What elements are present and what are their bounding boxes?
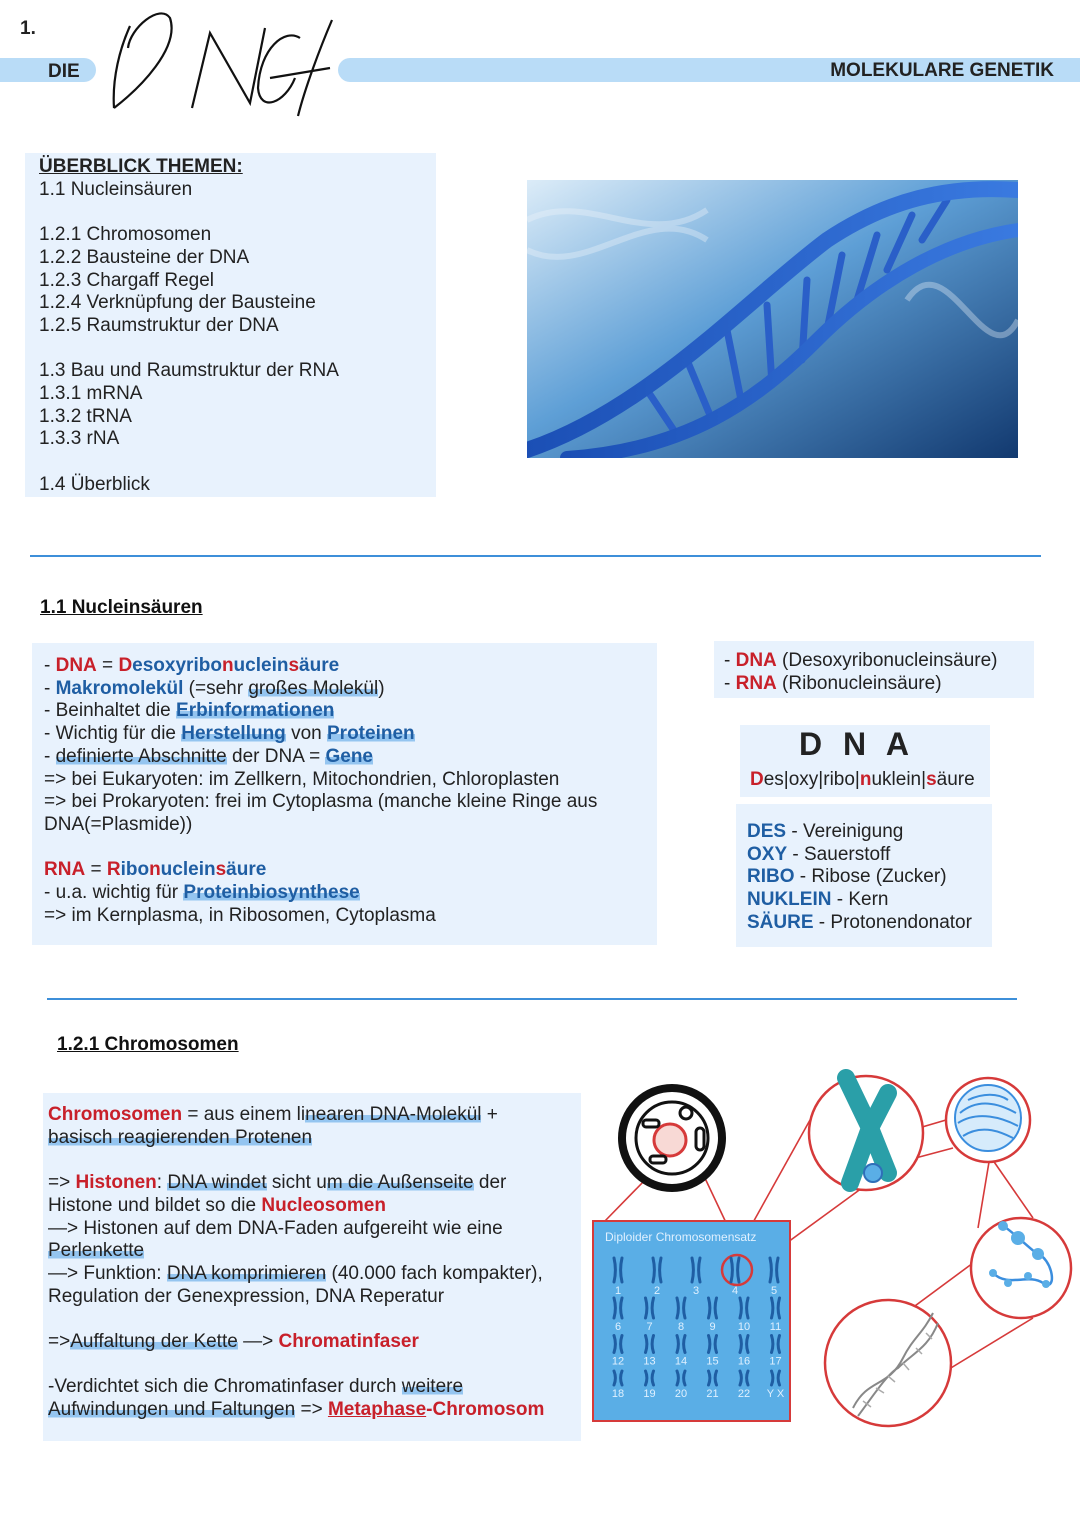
karyotype-chromosome — [684, 1371, 685, 1385]
karyotype-chromosome — [709, 1371, 710, 1385]
dna-rna-line: - DNA (Desoxyribonucleinsäure) — [724, 650, 998, 671]
karyotype-label: 13 — [643, 1355, 656, 1368]
karyotype-chromosome — [677, 1336, 678, 1353]
karyotype-chromosome — [778, 1336, 779, 1353]
term-item: OXY - Sauerstoff — [747, 843, 891, 865]
karyotype-chromosome — [770, 1258, 771, 1282]
dna-rna-content — [724, 650, 998, 695]
handwritten-title — [100, 8, 350, 118]
karyotype-chromosome — [621, 1336, 622, 1353]
chromo-line: =>Auffaltung der Kette —> Chromatinfaser — [48, 1331, 419, 1353]
karyotype-label: 4 — [731, 1285, 739, 1297]
overview-item: 1.2.4 Verknüpfung der Bausteine — [39, 292, 316, 314]
karyotype-chromosome — [646, 1371, 647, 1385]
nucleic-line: => bei Eukaryoten: im Zellkern, Mitochondrien, Chloroplasten — [44, 768, 560, 790]
nucleic-line — [44, 837, 597, 860]
nucleic-line: => bei Prokaryoten: frei im Cytoplasma (manche kleine Ringe aus — [44, 791, 598, 813]
karyotype-chromosome — [740, 1371, 741, 1385]
chromo-line — [48, 1149, 544, 1172]
karyotype-panel — [593, 1221, 790, 1421]
karyotype-label: 3 — [692, 1285, 700, 1297]
karyotype-chromosome — [772, 1371, 773, 1385]
karyotype-chromosome — [621, 1371, 622, 1385]
karyotype-chromosome — [614, 1371, 615, 1385]
karyotype-chromosome — [709, 1298, 710, 1318]
cell-icon — [622, 1088, 722, 1188]
karyotype-chromosome — [660, 1258, 661, 1282]
karyotype-chromosome — [652, 1298, 653, 1318]
karyotype-chromosome — [731, 1258, 732, 1282]
karyotype-label: 20 — [674, 1388, 688, 1400]
overview-content — [39, 156, 339, 497]
dna-helix-icon — [825, 1300, 951, 1426]
karyotype-label: Y X — [766, 1388, 785, 1400]
karyotype-chromosome — [677, 1371, 678, 1385]
karyotype-chromosome — [677, 1298, 678, 1318]
karyotype-chromosome — [699, 1258, 700, 1282]
karyotype-label: 18 — [611, 1388, 625, 1400]
term-item: RIBO - Ribose (Zucker) — [747, 866, 947, 888]
section-divider — [47, 998, 1017, 1000]
dna-big-letters: D N A — [799, 726, 915, 762]
karyotype-chromosome — [614, 1336, 615, 1353]
karyotype-chromosome — [772, 1336, 773, 1353]
overview-item: 1.2.5 Raumstruktur der DNA — [39, 314, 279, 336]
chromo-line — [48, 1308, 544, 1331]
karyotype-chromosome — [653, 1258, 654, 1282]
nucleic-line: - Makromolekül (=sehr großes Molekül) — [44, 677, 385, 699]
karyotype-chromosome — [772, 1298, 773, 1318]
dna-word-split: Des|oxy|ribo|nuklein|säure — [750, 769, 975, 790]
karyotype-chromosome — [684, 1298, 685, 1318]
karyotype-label: 22 — [737, 1388, 751, 1400]
karyotype-title: Diploider Chromosomensatz — [605, 1230, 757, 1244]
karyotype-label: 15 — [706, 1355, 719, 1368]
chromosomes-content — [48, 1104, 544, 1422]
karyotype-label: 5 — [770, 1285, 778, 1297]
karyotype-chromosome — [778, 1298, 779, 1318]
overview-item: 1.1 Nucleinsäuren — [39, 178, 193, 200]
karyotype-chromosome — [715, 1371, 716, 1385]
karyotype-label: 12 — [611, 1355, 625, 1368]
karyotype-chromosome — [747, 1298, 748, 1318]
karyotype-chromosome — [652, 1336, 653, 1353]
karyotype-chromosome — [740, 1298, 741, 1318]
karyotype-label: 1 — [614, 1285, 622, 1297]
chromo-line: Regulation der Genexpression, DNA Reperatur — [48, 1285, 445, 1307]
overview-title: ÜBERBLICK THEMEN: — [39, 156, 243, 177]
karyotype-label: 17 — [769, 1355, 782, 1368]
nucleic-main-content — [44, 655, 597, 927]
overview-item — [39, 451, 339, 474]
overview-item: 1.3.2 tRNA — [39, 405, 132, 427]
section-heading-chromosomes: 1.2.1 Chromosomen — [57, 1034, 239, 1055]
chromo-line: Histone und bildet so die Nucleosomen — [48, 1194, 386, 1216]
overview-item: 1.3 Bau und Raumstruktur der RNA — [39, 360, 339, 382]
karyotype-chromosome — [715, 1298, 716, 1318]
overview-item: 1.2.1 Chromosomen — [39, 224, 212, 246]
karyotype-chromosome — [715, 1336, 716, 1353]
chromo-line — [48, 1354, 544, 1377]
header-die: DIE — [48, 61, 80, 82]
karyotype-chromosome — [621, 1298, 622, 1318]
chromatin-fiber-icon — [946, 1078, 1030, 1162]
karyotype-chromosome — [692, 1258, 693, 1282]
overview-item: 1.3.3 rNA — [39, 428, 120, 450]
overview-item: 1.2.3 Chargaff Regel — [39, 269, 214, 291]
overview-item: 1.4 Überblick — [39, 473, 150, 495]
karyotype-chromosome — [652, 1371, 653, 1385]
nucleic-line: => im Kernplasma, in Ribosomen, Cytoplasma — [44, 904, 436, 926]
nucleic-line: - Beinhaltet die Erbinformationen — [44, 700, 335, 722]
term-list — [747, 821, 972, 935]
karyotype-chromosome — [621, 1258, 622, 1282]
karyotype-chromosome — [614, 1258, 615, 1282]
chromo-line: Aufwindungen und Faltungen => Metaphase-Chromosom — [48, 1399, 545, 1421]
karyotype-chromosome — [646, 1336, 647, 1353]
karyotype-label: 9 — [709, 1321, 716, 1333]
section-heading-nucleic: 1.1 Nucleinsäuren — [40, 597, 203, 618]
chromosome-illustration — [588, 1058, 1078, 1438]
karyotype-chromosome — [614, 1298, 615, 1318]
karyotype-label: 6 — [614, 1321, 622, 1333]
karyotype-chromosome — [778, 1371, 779, 1385]
section-divider — [30, 555, 1041, 557]
header-subject: MOLEKULARE GENETIK — [830, 60, 1054, 81]
nucleic-line: RNA = Ribonucleinsäure — [44, 859, 267, 881]
karyotype-label: 11 — [769, 1321, 782, 1333]
nucleosome-icon — [971, 1218, 1071, 1318]
nucleic-line: - u.a. wichtig für Proteinbiosynthese — [44, 882, 360, 904]
karyotype-label: 19 — [643, 1388, 656, 1400]
karyotype-label: 7 — [646, 1321, 653, 1333]
karyotype-label: 14 — [674, 1355, 688, 1368]
chromo-line: basisch reagierenden Protenen — [48, 1126, 313, 1148]
term-item: NUKLEIN - Kern — [747, 889, 889, 911]
karyotype-label: 2 — [653, 1285, 661, 1297]
karyotype-label: 8 — [677, 1321, 685, 1333]
chromo-line: —> Funktion: DNA komprimieren (40.000 fach kompakter), — [48, 1262, 543, 1284]
section-number: 1. — [20, 18, 36, 39]
dna-helix-photo — [527, 180, 1018, 458]
chromo-line: Perlenkette — [48, 1240, 145, 1262]
term-item: SÄURE - Protonendonator — [747, 911, 972, 933]
overview-item: 1.3.1 mRNA — [39, 383, 143, 405]
chromosome-x-icon — [809, 1076, 923, 1190]
karyotype-label: 21 — [706, 1388, 719, 1400]
dna-rna-line: - RNA (Ribonucleinsäure) — [724, 672, 942, 694]
karyotype-chromosome — [777, 1258, 778, 1282]
nucleic-line: - Wichtig für die Herstellung von Proteinen — [44, 723, 415, 745]
nucleic-line: - definierte Abschnitte der DNA = Gene — [44, 745, 374, 767]
nucleic-line: DNA(=Plasmide)) — [44, 813, 193, 835]
chromo-line: Chromosomen = aus einem linearen DNA-Molekül + — [48, 1104, 498, 1125]
karyotype-chromosome — [747, 1336, 748, 1353]
overview-item — [39, 338, 339, 361]
overview-item: 1.2.2 Bausteine der DNA — [39, 246, 250, 268]
chromo-line: —> Histonen auf dem DNA-Faden aufgereiht wie eine — [48, 1217, 503, 1239]
karyotype-chromosome — [738, 1258, 739, 1282]
chromo-line: => Histonen: DNA windet sicht um die Außenseite der — [48, 1172, 507, 1194]
nucleic-line: - DNA = Desoxyribonucleinsäure — [44, 655, 340, 676]
karyotype-chromosome — [646, 1298, 647, 1318]
karyotype-chromosome — [740, 1336, 741, 1353]
karyotype-chromosome — [709, 1336, 710, 1353]
karyotype-chromosome — [747, 1371, 748, 1385]
karyotype-chromosome — [684, 1336, 685, 1353]
karyotype-label: 10 — [737, 1321, 751, 1333]
chromo-line: -Verdichtet sich die Chromatinfaser durch weitere — [48, 1376, 464, 1398]
term-item: DES - Vereinigung — [747, 821, 904, 842]
karyotype-label: 16 — [737, 1355, 751, 1368]
overview-item — [39, 201, 339, 224]
